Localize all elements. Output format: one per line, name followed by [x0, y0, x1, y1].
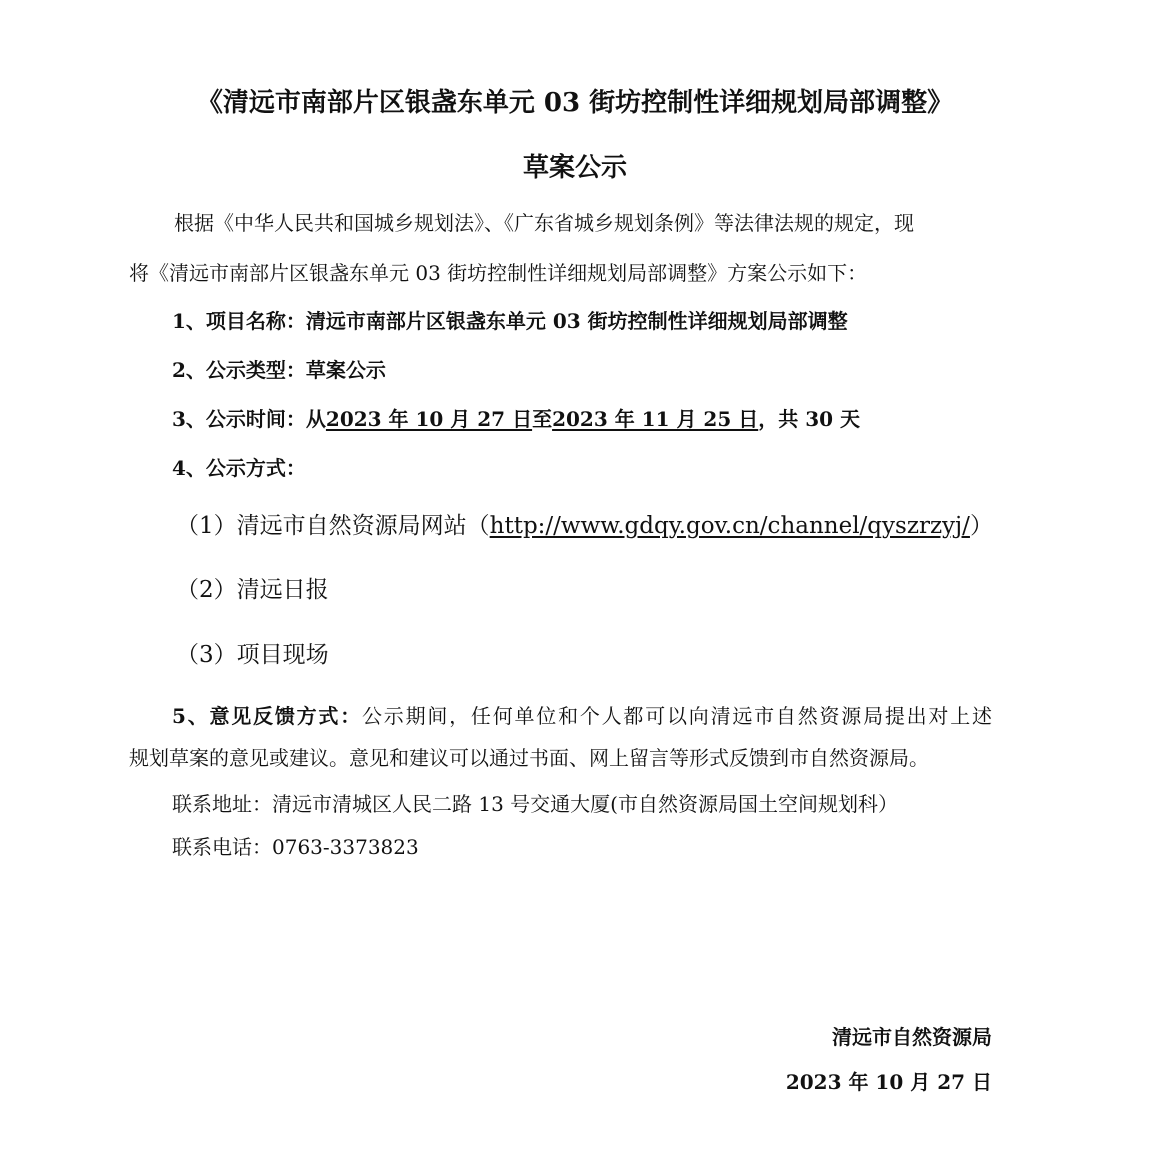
period-start-date: 2023 年 10 月 27 日	[325, 407, 533, 431]
period-from: 从	[305, 407, 326, 431]
method-website-suffix: ）	[969, 513, 993, 539]
feedback-text-1: 公示期间，任何单位和个人都可以向清远市自然资源局提出对上述	[362, 704, 993, 728]
item-notice-type-value: 草案公示	[305, 358, 386, 382]
contact-phone: 联系电话：0763-3373823	[172, 835, 419, 859]
item-notice-type-label: 2、公示类型：	[172, 358, 306, 382]
contact-address: 联系地址：清远市清城区人民二路 13 号交通大厦(市自然资源局国土空间规划科）	[172, 792, 898, 816]
feedback-line-1	[172, 700, 992, 729]
title-line-1: 《清远市南部片区银盏东单元 03 街坊控制性详细规划局部调整》	[196, 88, 954, 118]
item-project-name	[172, 305, 848, 334]
intro-line-1: 根据《中华人民共和国城乡规划法》、《广东省城乡规划条例》等法律法规的规定，现	[174, 211, 914, 235]
signature-organization: 清远市自然资源局	[832, 1025, 992, 1049]
feedback-line-2: 规划草案的意见或建议。意见和建议可以通过书面、网上留言等形式反馈到市自然资源局。	[129, 746, 929, 770]
method-website-prefix: （1）清远市自然资源局网站（	[176, 513, 490, 539]
item-notice-period-label: 3、公示时间：	[172, 407, 306, 431]
title-line-2: 草案公示	[522, 153, 627, 183]
period-to: 至	[532, 407, 553, 431]
period-end-date: 2023 年 11 月 25 日	[552, 407, 759, 431]
method-website	[176, 507, 993, 540]
item-notice-period	[172, 403, 860, 432]
method-project-site: （3）项目现场	[176, 642, 329, 668]
item-notice-type	[172, 354, 386, 383]
signature-date: 2023 年 10 月 27 日	[785, 1070, 992, 1094]
item-project-name-value: 清远市南部片区银盏东单元 03 街坊控制性详细规划局部调整	[305, 309, 848, 333]
website-link[interactable]: http://www.gdqy.gov.cn/channel/qyszrzyj/	[489, 513, 970, 539]
method-newspaper: （2）清远日报	[176, 577, 329, 603]
period-total: ，共 30 天	[758, 407, 860, 431]
item-notice-methods: 4、公示方式：	[172, 456, 306, 480]
feedback-label: 5、意见反馈方式：	[172, 704, 362, 728]
intro-line-2: 将《清远市南部片区银盏东单元 03 街坊控制性详细规划局部调整》方案公示如下：	[129, 261, 868, 285]
item-project-name-label: 1、项目名称：	[172, 309, 306, 333]
